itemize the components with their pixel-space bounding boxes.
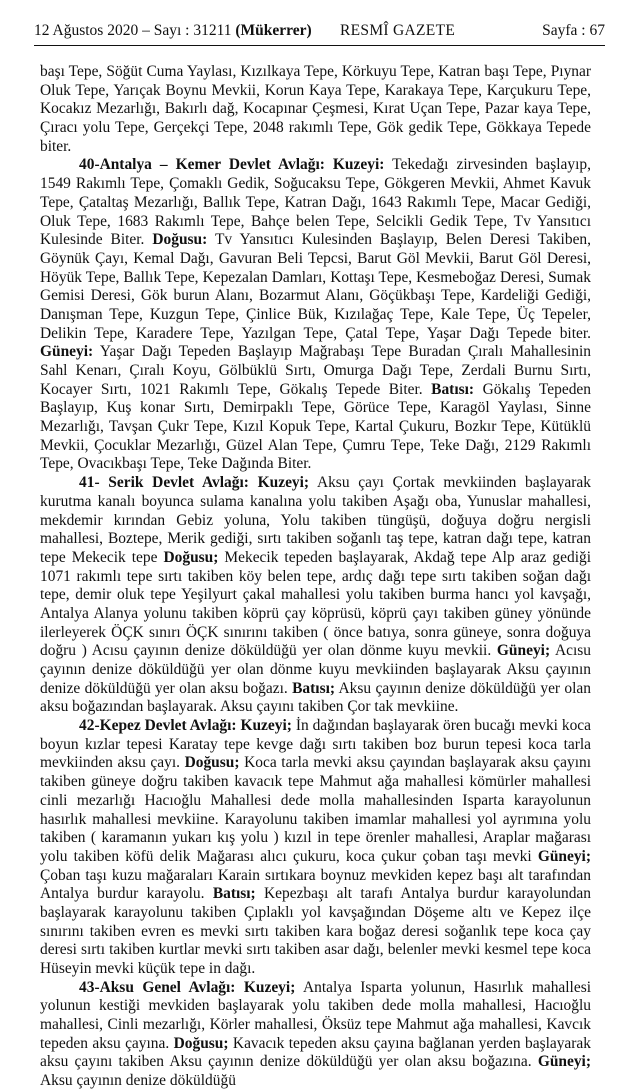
bold-heading-run: Batısı: [431, 380, 475, 398]
header-divider [34, 45, 605, 46]
text-run: Antalya Isparta yolunun, Hasırlık mahallesi yolunun kestiği mevkiden başlayarak yolu takiben dede molla mahallesi, Hacıoğlu mahallesi, Cinli mezarlığı, Körler mahallesi, Öksüz tepe Mahmut ağa mahallesi, Kavcık tepeden aksu çayına. [40, 978, 591, 1052]
bold-heading-run: Doğusu; [163, 548, 219, 566]
text-run: Acısu çayının denize döküldüğü yer olan dönme kuyu mevkiinden başlayarak Aksu çayının denize döküldüğü yer olan aksu boğazı. [40, 642, 591, 697]
text-run: Çoban taşı kuzu mağaraları Karain sırtıkara boynuz mevkiden kepez başı alt tarafından Antalya burdur karayolu. [40, 866, 591, 903]
bold-heading-run: 43-Aksu Genel Avlağı: Kuzeyi; [79, 978, 296, 996]
text-run: Tekedağı zirvesinden başlayıp, 1549 Rakımlı Tepe, Çomaklı Gedik, Soğucaksu Tepe, Gökgeren Mevkii, Ahmet Kavuk Tepe, Çataltaş Mezarlığı, Ballık Tepe, Katran Dağı, 1643 Rakımlı Tepe, Macar Gediği, Oluk Tepe, 1683 Rakımlı Tepe, Bahçe belen Tepe, Selcikli Gedik Tepe, Tv Yansıtıcı Kulesinde Biter. [40, 156, 591, 249]
bold-heading-run: Güneyi; [537, 1053, 591, 1071]
bold-heading-run: 42-Kepez Devlet Avlağı: Kuzeyi; [79, 717, 292, 735]
text-run: Yaşar Dağı Tepeden Başlayıp Mağrabaşı Tepe Buradan Çıralı Mahallesinin Sahl Kenarı, Çıralı Koyu, Gölbüklü Sırtı, Omurga Dağı Tepe, Zerdali Burnu Sırtı, Kocayer Sırtı, 1021 Rakımlı Tepe, Gökalış Tepede Biter. [40, 343, 591, 398]
bold-heading-run: Doğusu; [173, 1034, 229, 1052]
bold-heading-run: Güneyi: [40, 343, 94, 361]
bold-heading-run: Güneyi; [496, 642, 551, 660]
bold-heading-run: Güneyi; [537, 847, 591, 865]
text-run: Koca tarla mevki aksu çayından başlayarak aksu çayını takiben güneye doğru takiben kavacık tepe Mahmut ağa mahallesi kömürler mahallesi cinli mezarlığı Hacıoğlu Mahallesi dede molla mahallesinden Isparta karayolunun hasırlık mahallesi mevkiine. Karayolunu takiben imamlar mahallesi yol ayrımına yolu takiben ( karamanın yukarı kış yolu ) kızıl in tepe örenler mahallesi, Araplar mağarası yolu takiben köfü delik Mağarası alıcı çukuru, koca çukur çoban taşı mevki [40, 754, 591, 865]
paragraph-sec-40 [40, 156, 591, 474]
text-run: Kavacık tepeden aksu çayına bağlanan yerden başlayarak aksu çayını takiben Aksu çayının denize döküldüğü yer olan aksu boğazına. [40, 1034, 591, 1071]
bold-heading-run: 41- Serik Devlet Avlağı: Kuzeyi; [79, 474, 310, 492]
text-run: Aksu çayının denize döküldüğü [40, 1072, 236, 1090]
header-gazette-title: RESMÎ GAZETE [340, 22, 456, 39]
text-run: Aksu çayı Çortak mevkiinden başlayarak kurutma kanalı boyunca sulama kanalına yolu takiben Aşağı oba, Yunuslar mahallesi, mekdemir kırından Gebiz yoluna, Yolu takiben tüngüşü, doğuya doğru nergisli mahallesi, Boztepe, Merik gediği, sırtı takiben soğanlı taş tepe, katran dağı tepe, katran tepe Mekecik tepe [40, 474, 591, 566]
page-header [34, 20, 605, 42]
paragraph-cont-39 [40, 63, 591, 156]
document-body [40, 63, 591, 1091]
text-run: Aksu çayının denize döküldüğü yer olan aksu boğazından başlayarak. Aksu çayını takiben Çor tak mevkiine. [40, 679, 592, 716]
paragraph-sec-41 [40, 474, 591, 717]
bold-heading-run: Doğusu: [152, 231, 208, 249]
text-run: Mekecik tepeden başlayarak, Akdağ tepe Alp araz gediği 1071 rakımlı tepe sırtı takiben köy belen tepe, ardıç dağı tepe sırtı takiben soğan dağı tepe, demir oluk tepe Yeşilyurt çakal mahallesi yolu takiben burma hancı yol kavşağı, Antalya Alanya yolunu takiben köprü çay köprüsü, köprü çayı takiben güney yönünde ilerleyerek ÖÇK sınırı ÖÇK sınırını takiben ( önce batıya, sonra güneye, sonra doğuya doğru ) Acısu çayının denize döküldüğü yer olan dönme kuyu mevkii. [40, 548, 591, 660]
text-run: Kepezbaşı alt tarafı Antalya burdur karayolundan başlayarak karayolunu takiben Çıplaklı yol kavşağından Döşeme altı ve Kepez ilçe sınırını takiben evren es mevki sırtı takiben kara boğaz deresi soğanlık tepe koca çay deresi sırtı takiben kurtlar mevki sırtı takiben asar dağı, belenler mevki kesmel tepe koca Hüseyin mevki küçük tepe in dağı. [40, 885, 591, 977]
bold-heading-run: Batısı; [292, 679, 336, 697]
paragraph-sec-43 [40, 979, 591, 1091]
header-date-issue: 12 Ağustos 2020 – Sayı : 31211 (Mükerrer) [34, 22, 312, 39]
header-page-number: Sayfa : 67 [542, 22, 605, 39]
bold-heading-run: Doğusu; [184, 754, 240, 772]
text-run: Tv Yansıtıcı Kulesinden Başlayıp, Belen Deresi Takiben, Göynük Çayı, Kemal Dağı, Gavuran Beli Tepcsi, Barut Göl Mevkii, Barut Göl Deresi, Höyük Tepe, Ballık Tepe, Kepezalan Damları, Kottaşı Tepe, Kesmeboğaz Deresi, Sumak Gemisi Deresi, Gök burun Alanı, Bozarmut Alanı, Göçükbaşı Tepe, Kardeliği Gediği, Danışman Tepe, Kuzgun Tepe, Çinlice Bük, Kızılağaç Tepe, Kale Tepe, Üç Tepeler, Delikin Tepe, Karadere Tepe, Yazılgan Tepe, Çatal Tepe, Yaşar Dağı Tepede biter. [40, 231, 591, 342]
bold-heading-run: Batısı; [212, 885, 256, 903]
paragraph-sec-42 [40, 717, 591, 979]
header-mukerrer: (Mükerrer) [235, 22, 312, 39]
text-run: İn dağından başlayarak ören bucağı mevki koca boyun kızlar tepesi Karatay tepe kevge dağı sırtı takiben boz burun tepesi koca tarla mevkiinden aksu çayı. [40, 717, 591, 772]
text-run: Gökalış Tepeden Başlayıp, Kuş konar Sırtı, Demirpaklı Tepe, Görüce Tepe, Karagöl Yaylası, Sinne Mezarlığı, Tavşan Çukr Tepe, Kızıl Kopuk Tepe, Kartal Çukuru, Bozkır Tepe, Kütüklü Mevkii, Çocuklar Mezarlığı, Güzel Alan Tepe, Çumru Tepe, Teke Dağı, 2129 Rakımlı Tepe, Ovacıkbaşı Tepe, Teke Dağında Biter. [40, 380, 591, 473]
bold-heading-run: 40-Antalya – Kemer Devlet Avlağı: Kuzeyi: [79, 156, 385, 174]
text-run: başı Tepe, Söğüt Cuma Yaylası, Kızılkaya Tepe, Körkuyu Tepe, Katran başı Tepe, Pıynar Oluk Tepe, Yarıçak Boynu Mevkii, Korun Kaya Tepe, Karakaya Tepe, Karçukuru Tepe, Kocakız Mezarlığı, Bakırlı dağ, Kocapınar Çeşmesi, Kırat Uçan Tepe, Pazar kaya Tepe, Çıracı yolu Tepe, Gerçekçi Tepe, 2048 rakımlı Tepe, Gök gedik Tepe, Gökkaya Tepede biter. [40, 63, 591, 155]
